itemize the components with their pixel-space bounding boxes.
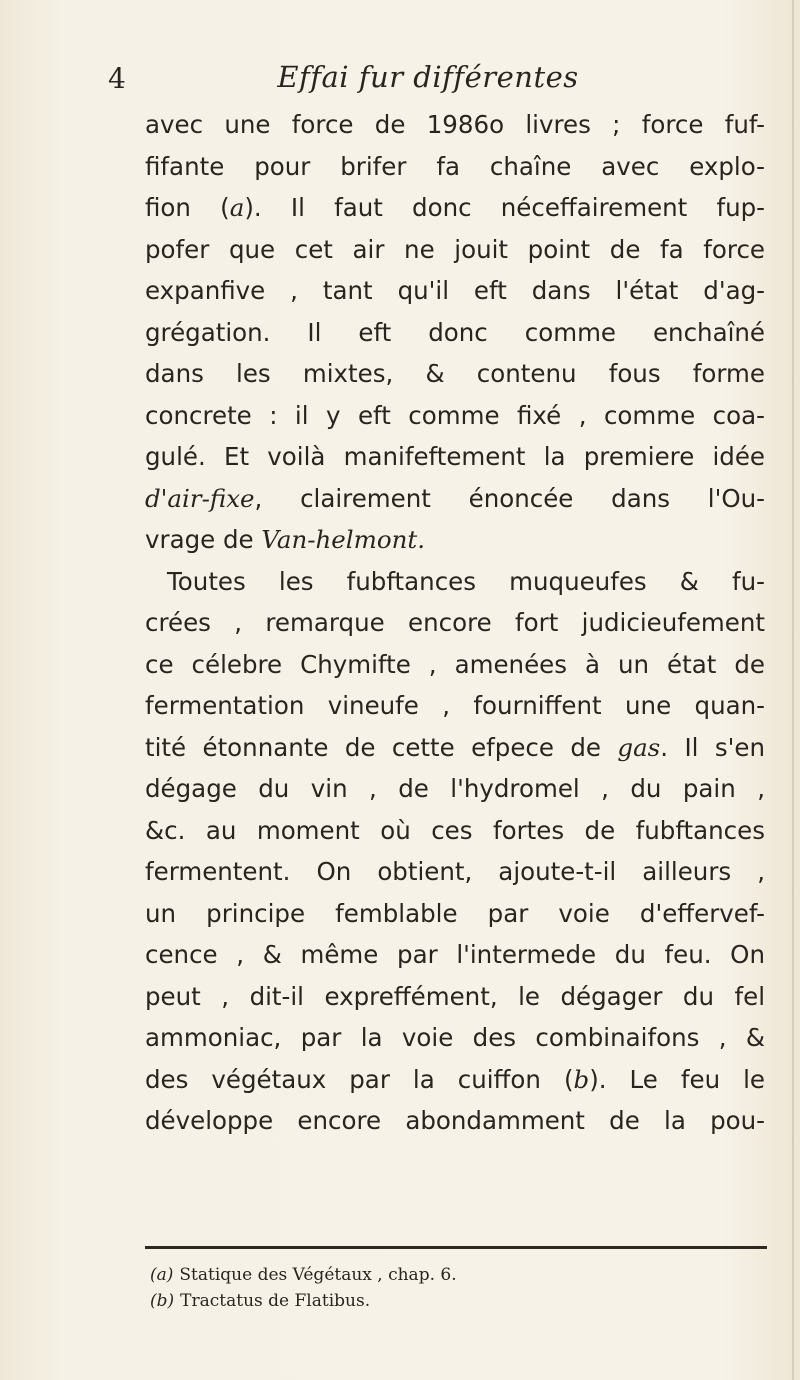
running-title: Effai fur différentes [277, 60, 579, 94]
italic-term: d'air-fixe [145, 483, 255, 513]
text-line: &c. au moment où ces fortes de fubftances [145, 815, 765, 845]
footnote-text: Statique des Végétaux , chap. 6. [179, 1265, 457, 1285]
footnote-mark: (a) [150, 1265, 174, 1285]
text-line: vrage de Van-helmont. [145, 525, 426, 554]
footnote-b [150, 1288, 750, 1314]
text-line: crées , remarque encore fort judicieufement [145, 608, 765, 637]
text-line: un principe femblable par voie d'effervef- [145, 898, 765, 928]
footnote-ref: a [229, 193, 245, 222]
main-text [145, 104, 765, 1142]
text-line: ce célebre Chymifte , amenées à un état de [145, 649, 765, 679]
text-line: ammoniac, par la voie des combinaifons , & [145, 1023, 765, 1052]
text-line: gulé. Et voilà manifeftement la premiere idée [145, 442, 765, 471]
text-line: développe encore abondamment de la pou- [145, 1106, 765, 1135]
footnote-a [150, 1262, 750, 1288]
text-line: concrete : il y eft comme fixé , comme coa- [145, 400, 765, 430]
text-line: des végétaux par la cuiffon (b). Le feu le [145, 1064, 765, 1094]
text-line: fion (a). Il faut donc néceffairement fup- [145, 193, 766, 222]
text-line: cence , & même par l'intermede du feu. On [145, 940, 765, 969]
footnote-rule [145, 1246, 767, 1249]
text-line: expanfive , tant qu'il eft dans l'état d'ag- [145, 276, 765, 305]
footnote-mark: (b) [150, 1291, 175, 1311]
page-edge [792, 0, 794, 1380]
text-line: dégage du vin , de l'hydromel , du pain , [145, 774, 765, 803]
text-line: pofer que cet air ne jouit point de fa force [145, 234, 765, 264]
italic-name: Van-helmont. [261, 525, 426, 554]
text-line: tité étonnante de cette efpece de gas. Il s'en [145, 732, 765, 762]
text-line: fifante pour brifer fa chaîne avec explo- [145, 151, 765, 181]
text-line: Toutes les fubftances muqueufes & fu- [167, 566, 765, 596]
text-line: fermentation vineufe , fourniffent une quan- [145, 691, 765, 720]
footnotes [150, 1262, 750, 1314]
text-line: fermentent. On obtient, ajoute-t-il ailleurs , [145, 857, 765, 886]
text-line: avec une force de 1986o livres ; force fuf- [145, 110, 765, 139]
page-number: 4 [108, 62, 126, 95]
text-line: grégation. Il eft donc comme enchaîné [145, 317, 765, 347]
text-line: dans les mixtes, & contenu fous forme [145, 359, 765, 388]
footnote-ref: b [573, 1064, 590, 1094]
text-line: d'air-fixe, clairement énoncée dans l'Ou- [145, 483, 765, 513]
italic-term: gas [617, 732, 661, 762]
footnote-text: Tractatus de Flatibus. [180, 1291, 371, 1311]
text-line: peut , dit-il expreffément, le dégager du fel [145, 981, 765, 1011]
page-header [108, 60, 748, 100]
